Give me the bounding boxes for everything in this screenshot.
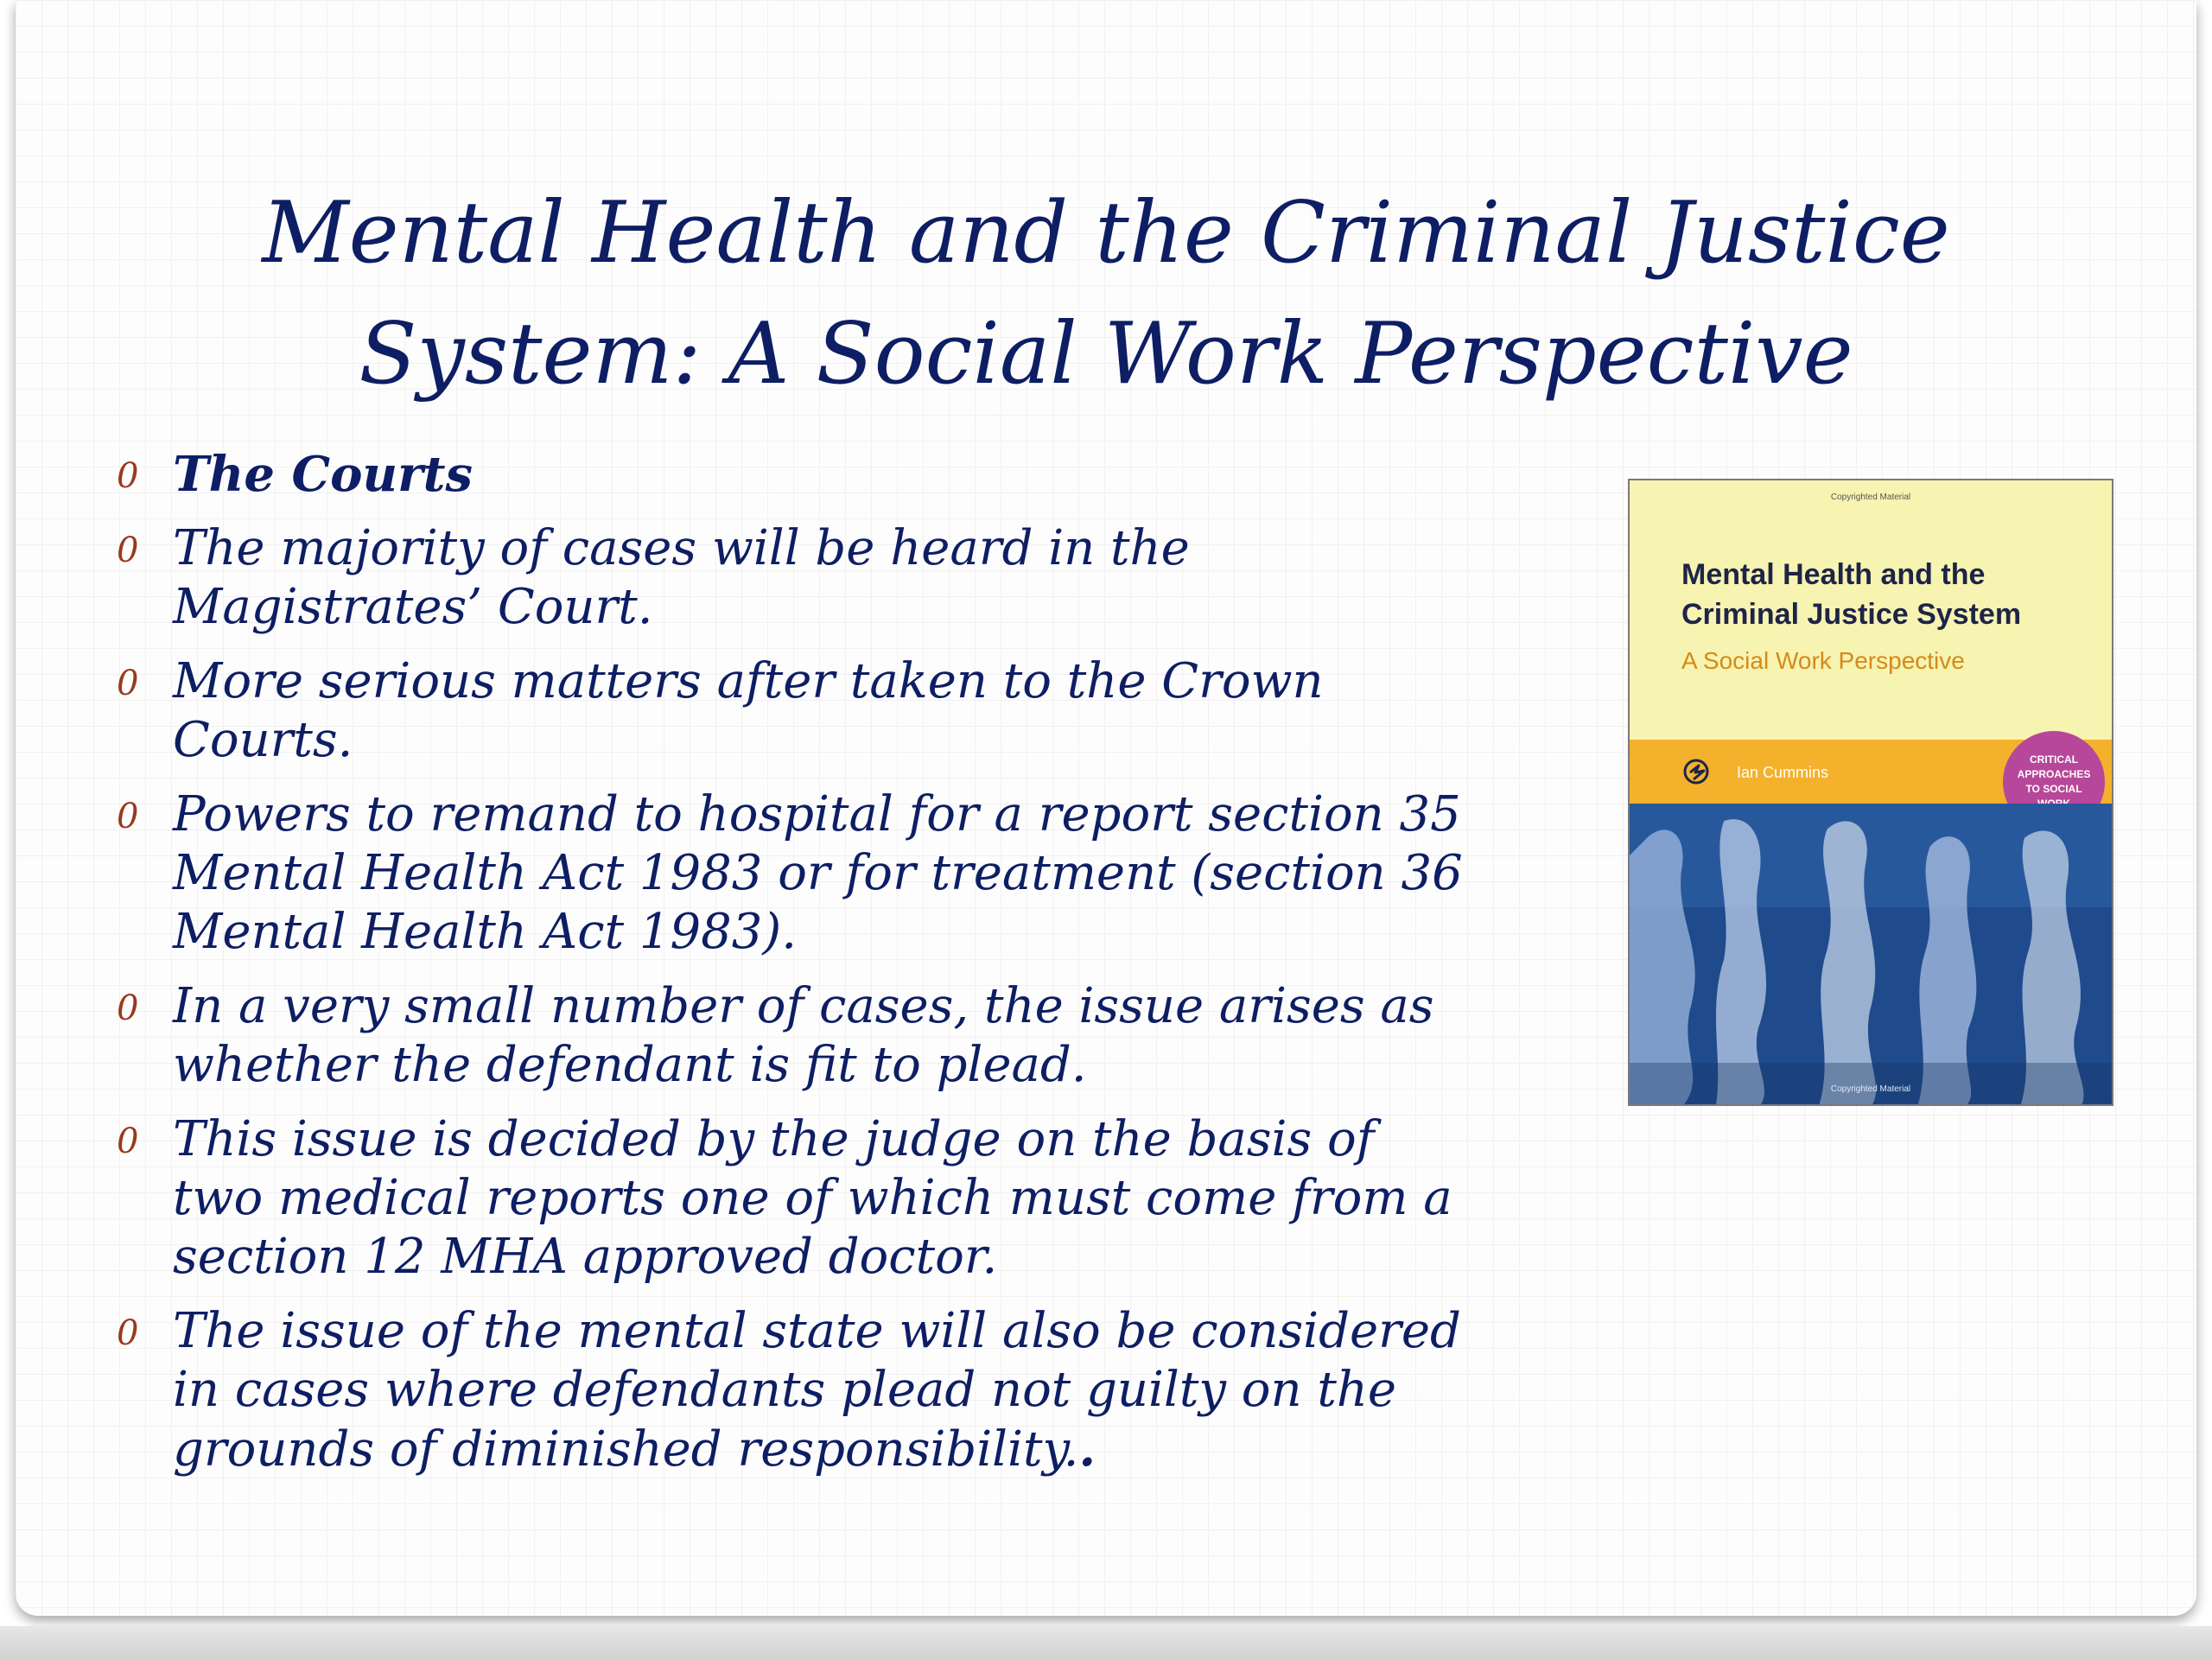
bullet-final-period: .	[1078, 1421, 1096, 1478]
bullet-item	[117, 652, 1465, 770]
book-copyright-bottom: Copyrighted Material	[1830, 1084, 1911, 1094]
book-subtitle: A Social Work Perspective	[1681, 647, 1965, 674]
bullet-text: The issue of the mental state will also be considered in cases where defendants plead not guilty on the grounds of diminished responsibility.	[173, 1303, 1461, 1478]
bullet-text: This issue is decided by the judge on the basis of two medical reports one of which must come from a section 12 MHA approved doctor.	[173, 1111, 1452, 1285]
series-badge: CRITICAL APPROACHES TO SOCIAL	[2003, 731, 2105, 833]
book-cover-image	[1628, 479, 2113, 1106]
bullet-text: The Courts	[173, 446, 474, 503]
bullet-item	[117, 785, 1465, 962]
bullet-marker-icon: 0	[117, 797, 139, 836]
bullet-marker-icon: 0	[117, 988, 139, 1028]
bullet-list	[117, 445, 1465, 1495]
bottom-band	[0, 1626, 2212, 1659]
book-title: Mental Health and the Criminal Justice System	[1681, 558, 2022, 631]
bullet-item	[117, 1302, 1465, 1479]
bullet-marker-icon: 0	[117, 456, 139, 496]
bullet-text: Powers to remand to hospital for a report section 35 Mental Health Act 1983 or for treatment (section 36 Mental Health Act 1983).	[173, 786, 1463, 960]
bullet-marker-icon: 0	[117, 664, 139, 703]
bullet-text: The majority of cases will be heard in the Magistrates’ Court.	[173, 520, 1190, 635]
bullet-marker-icon: 0	[117, 1313, 139, 1353]
cover-photo-shadows	[1630, 804, 2112, 1106]
book-copyright-top: Copyrighted Material	[1830, 493, 1911, 502]
bullet-text: More serious matters after taken to the Crown Courts.	[173, 653, 1324, 768]
book-author: Ian Cummins	[1737, 764, 1829, 781]
publisher-logo-icon	[1681, 757, 1711, 786]
bullet-marker-icon: 0	[117, 1122, 139, 1161]
bullet-item	[117, 445, 1465, 504]
bullet-item	[117, 1110, 1465, 1287]
bullet-item	[117, 519, 1465, 637]
bullet-text: In a very small number of cases, the issue arises as whether the defendant is fit to plead.	[173, 978, 1434, 1093]
bullet-item	[117, 977, 1465, 1095]
bullet-marker-icon: 0	[117, 531, 139, 570]
slide-title: Mental Health and the Criminal Justice System: A Social Work Perspective	[262, 184, 1950, 404]
